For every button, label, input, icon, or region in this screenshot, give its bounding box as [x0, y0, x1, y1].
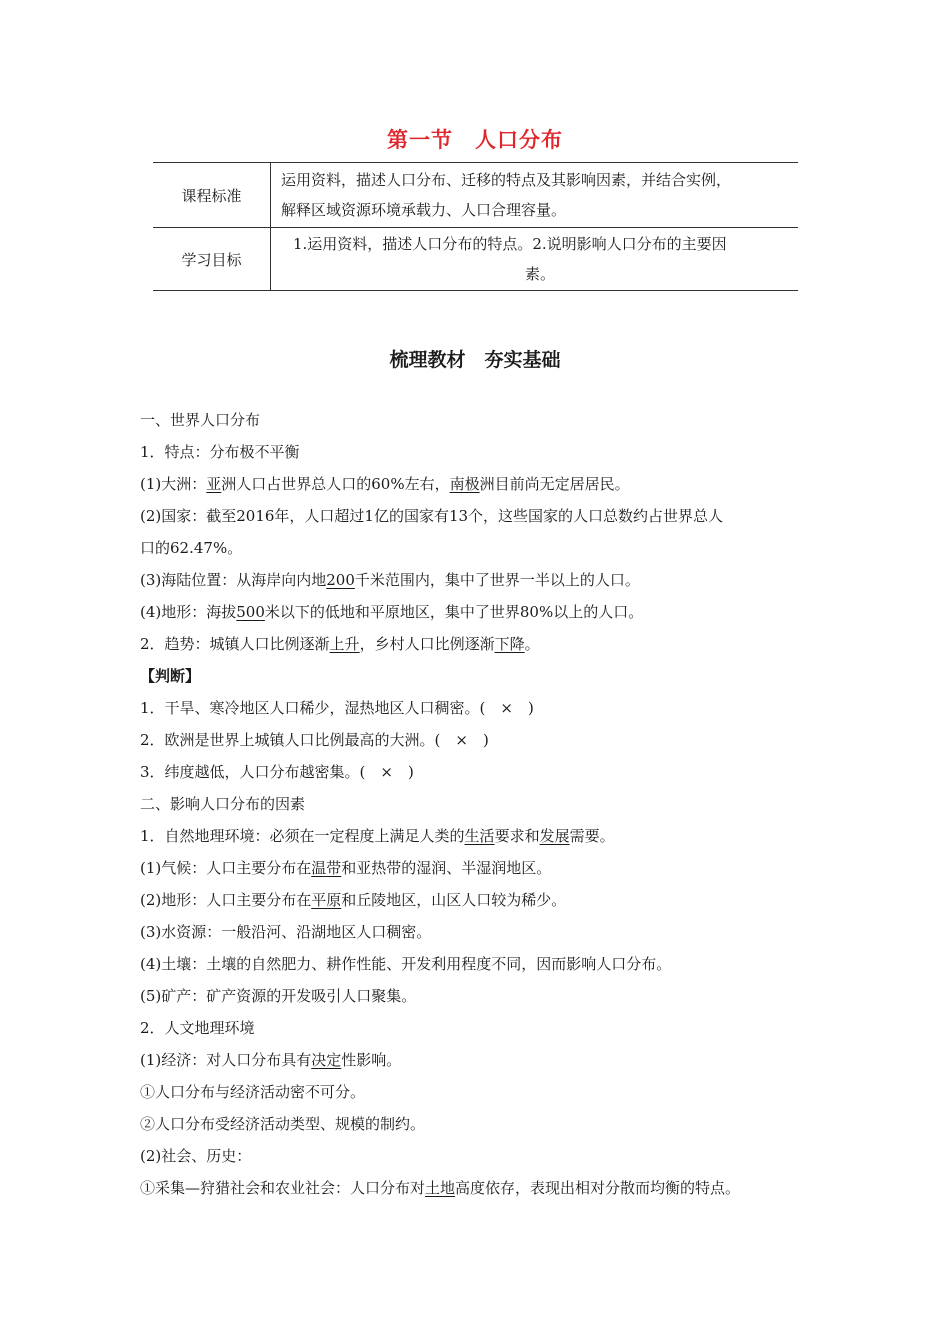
standards-table: [153, 162, 798, 291]
underlined-answer: 决定: [311, 1051, 342, 1069]
text-line: [140, 820, 820, 852]
text-segment: ，乡村人口比例逐渐: [359, 635, 495, 653]
text-segment: 性影响。: [341, 1051, 402, 1069]
text-segment: 需要。: [569, 827, 615, 845]
text-line: 口的62.47%。: [140, 539, 243, 557]
underlined-answer: 平原: [311, 891, 342, 909]
text-line: (3)水资源：一般沿河、沿湖地区人口稠密。: [140, 923, 432, 941]
text-segment: (2)地形：人口主要分布在: [140, 891, 312, 909]
text-line: 2．欧洲是世界上城镇人口比例最高的大洲。( × ): [140, 731, 489, 749]
text-segment: (1)气候：人口主要分布在: [140, 859, 312, 877]
underlined-answer: 生活: [464, 827, 495, 845]
text-segment: 洲人口占世界总人口的60%左右，: [221, 475, 450, 493]
text-segment: 2．趋势：城镇人口比例逐渐: [140, 635, 330, 653]
text-segment: 。: [524, 635, 540, 653]
text-line: (4)土壤：土壤的自然肥力、耕作性能、开发利用程度不同，因而影响人口分布。: [140, 955, 672, 973]
table-key-cell: 学习目标: [153, 228, 271, 291]
underlined-answer: 土地: [425, 1179, 456, 1197]
underlined-answer: 上升: [329, 635, 360, 653]
text-line: (2)社会、历史：: [140, 1147, 252, 1165]
text-segment: ①采集—狩猎社会和农业社会：人口分布对: [140, 1179, 426, 1197]
table-value-cell: [271, 228, 799, 291]
text-segment: 千米范围内，集中了世界一半以上的人口。: [354, 571, 640, 589]
text-segment: (1)大洲：: [140, 475, 207, 493]
text-segment: 高度依存，表现出相对分散而均衡的特点。: [455, 1179, 741, 1197]
text-segment: 要求和: [494, 827, 540, 845]
table-value-line: 运用资料，描述人口分布、迁移的特点及其影响因素，并结合实例，: [281, 171, 732, 189]
underlined-answer: 200: [326, 571, 355, 589]
underlined-answer: 亚: [206, 475, 222, 493]
text-segment: (3)海陆位置：从海岸向内地: [140, 571, 327, 589]
text-line: [140, 1044, 820, 1076]
page-title: 第一节 人口分布: [387, 128, 563, 152]
text-line: [140, 1172, 820, 1204]
text-line: (2)国家：截至2016年，人口超过1亿的国家有13个，这些国家的人口总数约占世界总人: [140, 507, 724, 525]
text-line: 2．人文地理环境: [140, 1019, 255, 1037]
text-line: ①人口分布与经济活动密不可分。: [140, 1083, 366, 1101]
underlined-answer: 发展: [539, 827, 570, 845]
text-line: [140, 468, 820, 500]
table-key-cell: 课程标准: [153, 163, 271, 228]
text-line: 【判断】: [140, 667, 201, 685]
underlined-answer: 500: [236, 603, 265, 621]
content-body: [140, 404, 820, 1204]
text-line: 1．干旱、寒冷地区人口稀少，湿热地区人口稠密。( × ): [140, 699, 534, 717]
underlined-answer: 下降: [494, 635, 525, 653]
text-segment: 1．自然地理环境：必须在一定程度上满足人类的: [140, 827, 465, 845]
text-line: 1．特点：分布极不平衡: [140, 443, 300, 461]
table-value-line: 1.运用资料，描述人口分布的特点。2.说明影响人口分布的主要因: [293, 235, 727, 253]
table-row: [153, 163, 798, 228]
text-line: [140, 596, 820, 628]
table-value-cell: [271, 163, 799, 228]
text-line: [140, 564, 820, 596]
text-line: 二、影响人口分布的因素: [140, 795, 306, 813]
text-segment: 和亚热带的湿润、半湿润地区。: [341, 859, 552, 877]
text-line: (5)矿产：矿产资源的开发吸引人口聚集。: [140, 987, 417, 1005]
text-line: [140, 884, 820, 916]
text-line: [140, 628, 820, 660]
text-segment: 米以下的低地和平原地区，集中了世界80%以上的人口。: [264, 603, 644, 621]
table-value-line: 解释区域资源环境承载力、人口合理容量。: [281, 201, 567, 219]
text-segment: 洲目前尚无定居居民。: [479, 475, 630, 493]
text-segment: (4)地形：海拔: [140, 603, 237, 621]
table-row: [153, 228, 798, 291]
underlined-answer: 温带: [311, 859, 342, 877]
text-segment: 和丘陵地区，山区人口较为稀少。: [341, 891, 567, 909]
underlined-answer: 南极: [449, 475, 480, 493]
text-line: ②人口分布受经济活动类型、规模的制约。: [140, 1115, 426, 1133]
section-title: 梳理教材 夯实基础: [389, 349, 561, 371]
table-value-line: 素。: [525, 265, 556, 283]
text-line: 一、世界人口分布: [140, 411, 261, 429]
text-segment: (1)经济：对人口分布具有: [140, 1051, 312, 1069]
text-line: [140, 852, 820, 884]
text-line: 3．纬度越低，人口分布越密集。( × ): [140, 763, 414, 781]
